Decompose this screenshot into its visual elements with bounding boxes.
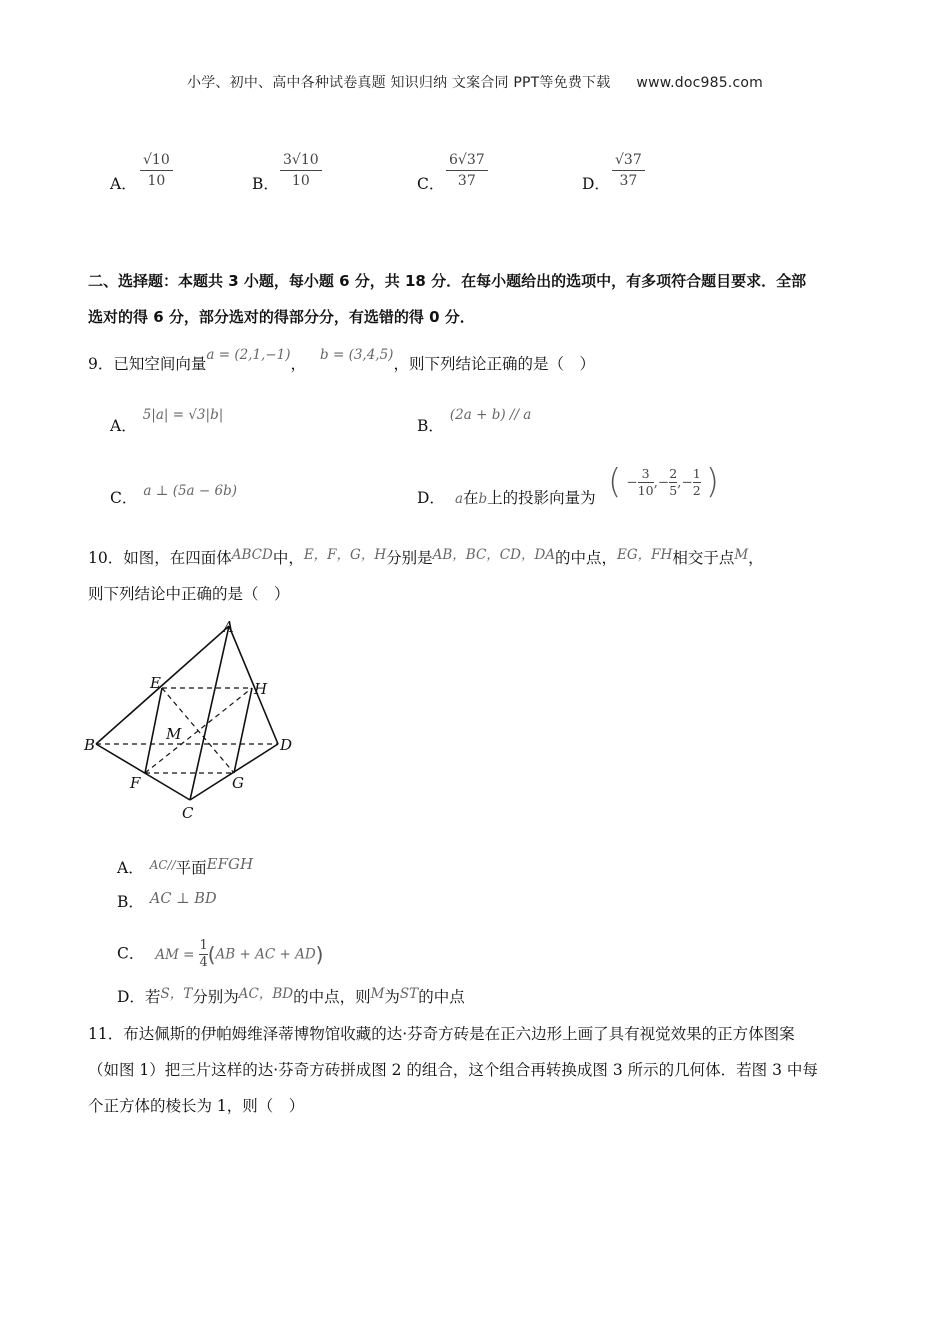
q10-d-text: 分别为 (192, 988, 239, 1006)
q8-option-a-fraction (140, 150, 173, 191)
comma: , (677, 474, 682, 491)
q8-option-d (582, 172, 610, 196)
q10-a-text: 平面 (175, 859, 207, 877)
q10-option-d (117, 985, 465, 1010)
fraction-denominator: 10 (637, 482, 654, 498)
option-label: B． (252, 175, 279, 193)
q9-option-a-math: 5|a| = √3|b| (142, 407, 224, 423)
segment-hg (234, 688, 252, 773)
option-label: A． (110, 417, 137, 435)
option-label: B． (117, 893, 144, 911)
q9-option-d (417, 486, 596, 511)
q10-stem-line1 (88, 546, 764, 571)
q10-d-text: 的中点，则 (293, 988, 371, 1006)
label-f: F (130, 774, 141, 792)
q10-c-right: AB + AC + AD (215, 946, 316, 963)
header-text: 小学、初中、高中各种试卷真题 知识归纳 文案合同 PPT等免费下载 (187, 75, 611, 91)
edge-ac (190, 626, 229, 800)
section-heading-line1: 二、选择题：本题共 3 小题，每小题 6 分，共 18 分．在每小题给出的选项中，有多项符合题目要求．全部 (88, 272, 807, 290)
close-paren: ) (315, 942, 324, 967)
fraction-denominator: 5 (669, 482, 678, 498)
q9-option-d-projection (608, 462, 719, 502)
q9-stem-prefix: 9．已知空间向量 (88, 355, 207, 373)
fraction-numerator: √10 (140, 150, 173, 171)
q10-text: 相交于点 (672, 549, 735, 567)
q10-d-text: 为 (384, 988, 400, 1006)
q11-line2: （如图 1）把三片这样的达·芬奇方砖拼成图 2 的组合，这个组合再转换成图 3 所示的几何体．若图 3 中每 (88, 1061, 818, 1079)
q10-c-fraction (199, 938, 207, 971)
label-h: H (254, 680, 268, 698)
q9-stem-suffix: ，则下列结论正确的是（ ） (393, 355, 595, 373)
tetrahedron-figure (82, 612, 302, 827)
edge-bc (96, 744, 190, 800)
projection-fraction (693, 466, 701, 499)
q10-a-math2: EFGH (206, 855, 254, 873)
edge-ab (96, 626, 229, 744)
fraction-numerator: 1 (692, 465, 701, 481)
q10-d-math: AC，BD (238, 986, 294, 1002)
q9-option-c-math: a ⊥ (5a − 6b) (143, 483, 237, 499)
q9-d-text: 上的投影向量为 (487, 489, 596, 507)
option-label: C． (417, 175, 445, 193)
open-paren: ( (207, 942, 216, 967)
fraction-numerator: 6√37 (446, 150, 488, 171)
q8-option-b-fraction (280, 150, 322, 191)
q9-d-text-mid: 在 (463, 489, 479, 507)
option-label: B． (417, 417, 444, 435)
q10-b-math: AC ⊥ BD (149, 891, 217, 907)
q9-d-vector-b: b (478, 491, 488, 507)
fraction-denominator: 2 (692, 482, 701, 498)
fraction-numerator: 2 (669, 465, 678, 481)
q10-option-b (117, 890, 217, 915)
fraction-numerator: 1 (199, 938, 208, 953)
fraction-denominator: 4 (199, 955, 208, 970)
q9-d-vector-a: a (454, 491, 463, 507)
q9-stem: 9．已知空间向量a = (2,1,−1)， b = (3,4,5)，则下列结论正确的是（ ） (88, 347, 595, 373)
q10-c-left: AM = (155, 946, 195, 963)
projection-fraction (638, 466, 654, 499)
section-heading-line2: 选对的得 6 分，部分选对的得部分分，有选错的得 0 分． (88, 308, 475, 326)
label-c: C (182, 804, 194, 822)
q10-text: 10．如图，在四面体 (88, 549, 232, 567)
fraction-numerator: 3 (638, 466, 654, 483)
q10-d-text: 若 (144, 988, 161, 1006)
fraction-denominator: 37 (619, 173, 638, 189)
header-site: www.doc985.com (636, 75, 763, 91)
q8-option-b (252, 172, 279, 196)
q10-d-text: 的中点 (418, 988, 465, 1006)
q10-text: ， (748, 549, 764, 567)
fraction-denominator: 10 (147, 173, 166, 189)
q10-option-a (117, 856, 253, 881)
q8-option-c-fraction (446, 150, 488, 191)
fraction-numerator: √37 (612, 150, 645, 171)
option-label: D． (582, 175, 610, 193)
label-m: M (166, 725, 182, 743)
q10-d-math: M (370, 986, 385, 1002)
comma: , (653, 474, 658, 491)
label-d: D (280, 736, 293, 754)
q11-line3: 个正方体的棱长为 1，则（ ） (88, 1097, 305, 1115)
label-g: G (232, 774, 244, 792)
sign: − (657, 474, 670, 491)
q8-option-d-fraction (612, 150, 645, 191)
q9-option-b-math: (2a + b) // a (449, 407, 532, 423)
q9-vector-b: b = (3,4,5) (320, 347, 394, 363)
option-label: A． (117, 859, 144, 877)
open-paren: ( (608, 462, 622, 502)
option-label: C． (117, 944, 145, 963)
sign: − (681, 474, 693, 491)
q10-edges: AB，BC，CD，DA (432, 547, 556, 563)
sign: − (626, 474, 638, 491)
q10-lines: EG，FH (617, 547, 673, 563)
q9-option-b (417, 407, 532, 439)
q10-points: E，F，G，H (303, 547, 387, 563)
q10-text: 中， (272, 549, 304, 567)
q10-option-c (117, 938, 323, 971)
q9-option-a (110, 407, 224, 439)
page-header (0, 72, 950, 92)
q10-d-math: ST (399, 986, 419, 1002)
q10-a-math1: AC// (149, 858, 176, 872)
option-label: D． (117, 988, 145, 1006)
label-b: B (84, 736, 96, 754)
option-label: C． (110, 489, 138, 507)
close-paren: ) (705, 462, 720, 502)
fraction-denominator: 37 (457, 173, 476, 189)
q10-text: 分别是 (386, 549, 433, 567)
label-e: E (150, 674, 161, 692)
q10-stem-line2: 则下列结论中正确的是（ ） (88, 585, 290, 603)
q8-option-a (110, 172, 137, 196)
option-label: A． (110, 175, 137, 193)
q10-d-math: S，T (160, 986, 193, 1002)
q8-option-c (417, 172, 444, 196)
q10-point-m: M (734, 547, 749, 563)
fraction-denominator: 10 (291, 173, 310, 189)
fraction-numerator: 3√10 (280, 150, 322, 171)
segment-ef (145, 688, 162, 773)
option-label: D． (417, 489, 445, 507)
q10-text: 的中点， (555, 549, 618, 567)
projection-fraction (669, 466, 677, 499)
q9-vector-a: a = (2,1,−1) (206, 347, 291, 363)
q11-line1: 11．布达佩斯的伊帕姆维泽蒂博物馆收藏的达·芬奇方砖是在正六边形上画了具有视觉效果的正方体图案 (88, 1025, 795, 1043)
q10-tetra-name: ABCD (231, 547, 273, 563)
label-a: A (223, 618, 234, 636)
q9-option-c (110, 483, 237, 511)
